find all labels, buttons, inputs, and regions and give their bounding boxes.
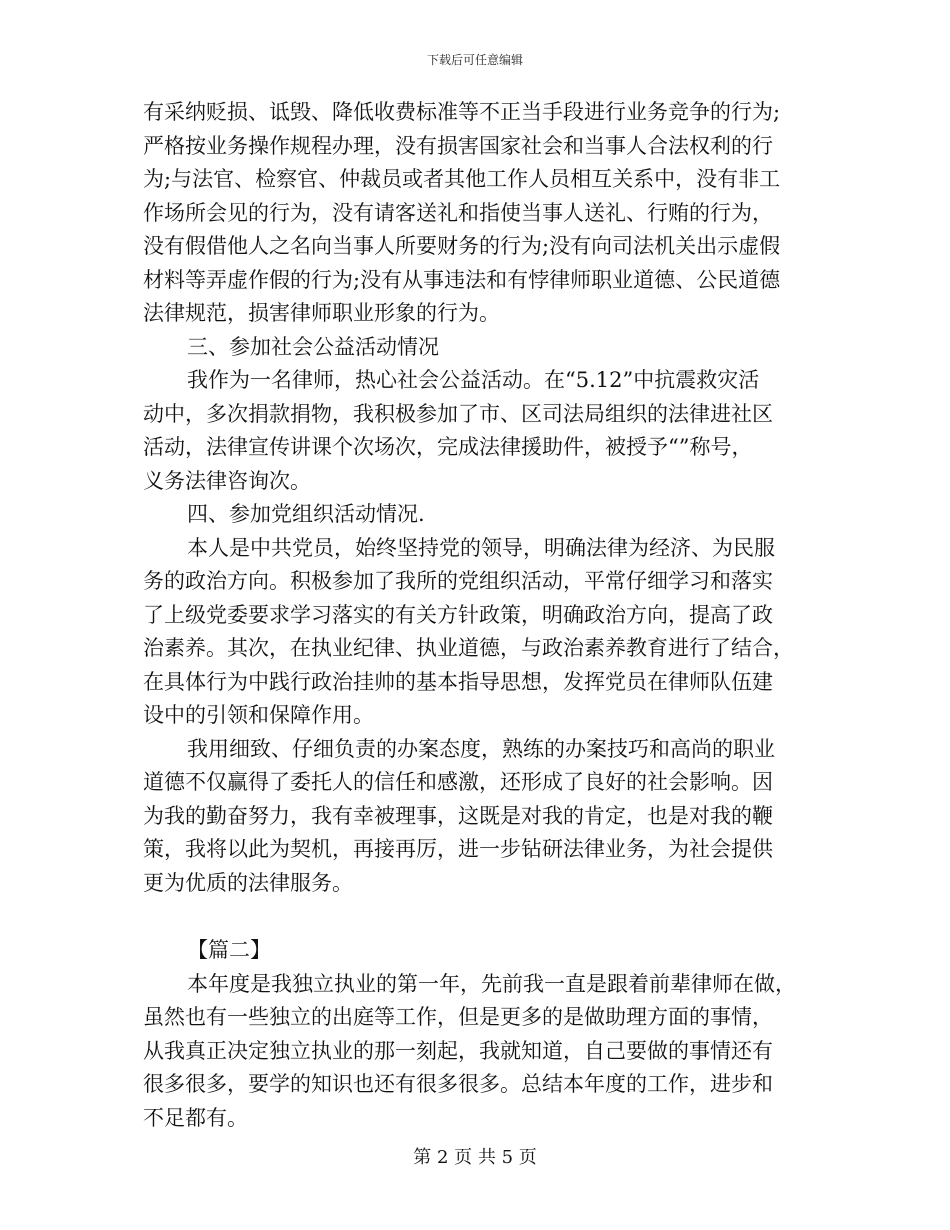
body-line: 务的政治方向。积极参加了我所的党组织活动，平常仔细学习和落实 [143, 569, 773, 593]
body-line: 义务法律咨询次。 [143, 468, 311, 493]
body-line: 治素养。其次，在执业纪律、执业道德，与政治素养教育进行了结合， [143, 636, 794, 660]
body-line: 了上级党委要求学习落实的有关方针政策，明确政治方向，提高了政 [143, 602, 773, 627]
body-line: 虽然也有一些独立的出庭等工作，但是更多的是做助理方面的事情， [143, 1005, 773, 1029]
body-line: 很多很多，要学的知识也还有很多很多。总结本年度的工作，进步和 [143, 1072, 773, 1096]
body-line: 本年度是我独立执业的第一年，先前我一直是跟着前辈律师在做， [187, 971, 796, 996]
body-line: 有采纳贬损、诋毁、降低收费标准等不正当手段进行业务竞争的行为; [143, 100, 781, 124]
paragraph-gap [143, 900, 808, 934]
section-heading: 四、参加党组织活动情况. [187, 502, 425, 526]
body-line: 在具体行为中践行政治挂帅的基本指导思想，发挥党员在律师队伍建 [143, 669, 773, 694]
page-header: 下载后可任意编辑 [426, 53, 523, 67]
body-line: 我作为一名律师，热心社会公益活动。在“5.12”中抗震救灾活 [187, 368, 760, 392]
body-line: 为;与法官、检察官、仲裁员或者其他工作人员相互关系中，没有非工 [143, 167, 781, 191]
body-line: 动中，多次捐款捐物，我积极参加了市、区司法局组织的法律进社区 [143, 401, 773, 426]
body-line: 策，我将以此为契机，再接再厉，进一步钻研法律业务，为社会提供 [143, 837, 773, 861]
body-line: 作场所会见的行为，没有请客送礼和指使当事人送礼、行贿的行为， [143, 200, 773, 225]
document-body [143, 96, 808, 1135]
body-line: 不足都有。 [143, 1105, 248, 1130]
body-line: 更为优质的法律服务。 [143, 870, 353, 895]
body-line: 严格按业务操作规程办理，没有损害国家社会和当事人合法权利的行 [143, 133, 773, 158]
body-line: 为我的勤奋努力，我有幸被理事，这既是对我的肯定，也是对我的鞭 [143, 803, 773, 828]
body-line: 法律规范，损害律师职业形象的行为。 [143, 301, 500, 325]
section-heading: 三、参加社会公益活动情况 [187, 334, 439, 359]
page-footer: 第 2 页 共 5 页 [413, 1147, 537, 1168]
body-line: 我用细致、仔细负责的办案态度，熟练的办案技巧和高尚的职业 [187, 736, 775, 761]
body-line: 设中的引领和保障作用。 [143, 703, 374, 727]
body-line: 从我真正决定独立执业的那一刻起，我就知道，自己要做的事情还有 [143, 1038, 773, 1063]
body-line: 活动，法律宣传讲课个次场次，完成法律援助件，被授予“”称号， [143, 435, 753, 459]
section-heading: 【篇二】 [187, 938, 271, 962]
body-line: 材料等弄虚作假的行为;没有从事违法和有悖律师职业道德、公民道德 [143, 267, 781, 292]
body-line: 本人是中共党员，始终坚持党的领导，明确法律为经济、为民服 [187, 535, 775, 560]
body-line: 没有假借他人之名向当事人所要财务的行为;没有向司法机关出示虚假 [143, 234, 781, 258]
body-line: 道德不仅赢得了委托人的信任和感激，还形成了良好的社会影响。因 [143, 770, 773, 794]
